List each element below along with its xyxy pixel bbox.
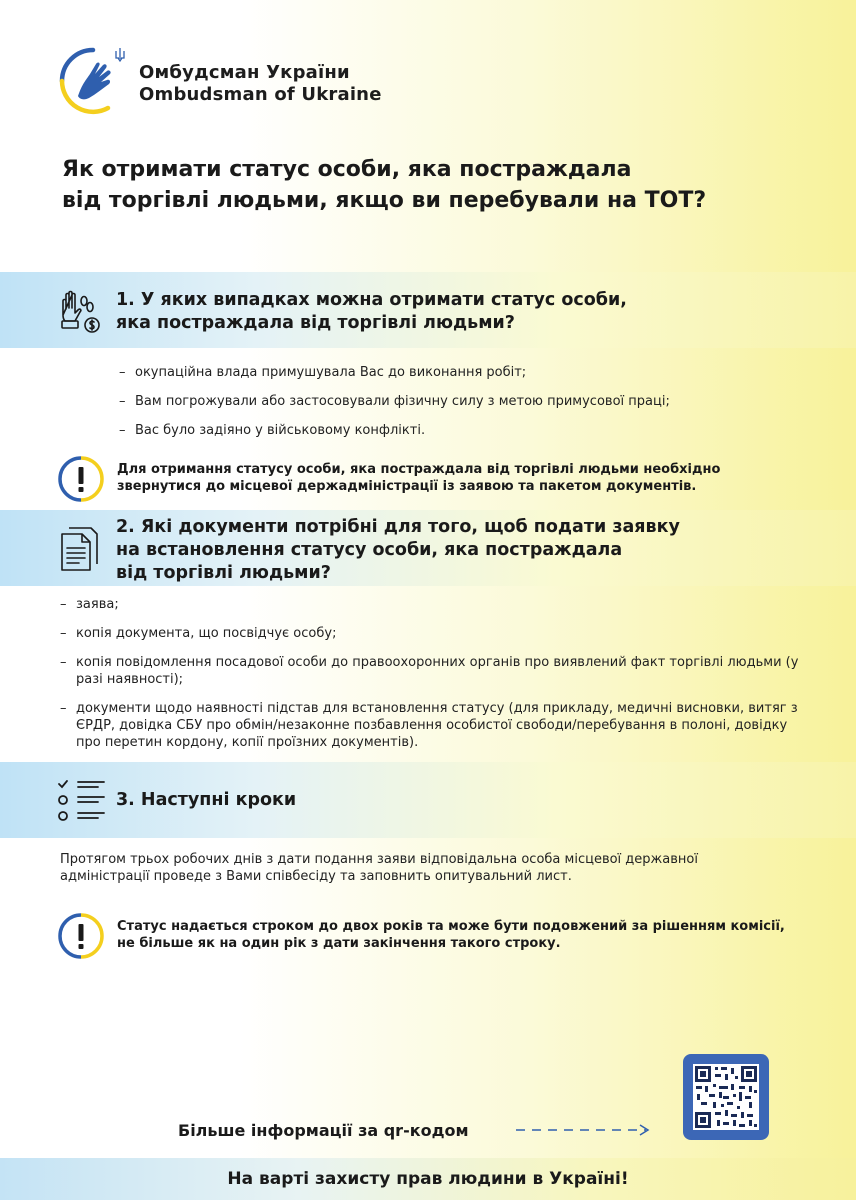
footer-slogan: На варті захисту прав людини в Україні! xyxy=(227,1169,629,1189)
org-name-uk: Омбудсман України xyxy=(139,62,350,83)
exclamation-icon xyxy=(58,456,104,502)
section-2-list xyxy=(60,596,800,763)
section-2-title-line-3: від торгівлі людьми? xyxy=(116,563,331,583)
section-1-title xyxy=(116,289,756,335)
page-title-line-2: від торгівлі людьми, якщо ви перебували на ТОТ? xyxy=(62,188,707,213)
section-3-title: 3. Наступні кроки xyxy=(116,790,297,810)
dashed-arrow-icon xyxy=(514,1123,654,1137)
more-info-label: Більше інформації за qr-кодом xyxy=(178,1121,469,1140)
list-item: – копія повідомлення посадової особи до правоохоронних органів про виявлений факт торгівлі людьми (у разі наявності); xyxy=(60,654,800,688)
list-item: – заява; xyxy=(60,596,800,613)
page-title-line-1: Як отримати статус особи, яка постраждала xyxy=(62,157,632,182)
exclamation-icon xyxy=(58,913,104,959)
list-item: – Вам погрожували або застосовували фізичну силу з метою примусової праці; xyxy=(119,393,799,410)
section-3-note: Статус надається строком до двох років та може бути подовжений за рішенням комісії, не більше як на один рік з дати закінчення такого строку. xyxy=(117,919,785,951)
checklist-icon xyxy=(56,778,108,824)
list-item: – документи щодо наявності підстав для встановлення статусу (для прикладу, медичні висновки, витяг з ЄРДР, довідка СБУ про обмін/незаконне позбавлення особистої свободи/перебування в полоні, довідку про перетин кордону, копії проїзних документів). xyxy=(60,700,800,751)
section-2-title-line-2: на встановлення статусу особи, яка постраждала xyxy=(116,540,623,560)
section-3-paragraph: Протягом трьох робочих днів з дати подання заяви відповідальна особа місцевої державної адміністрації проведе з Вами співбесіду та заповнить опитувальний лист. xyxy=(60,852,698,884)
org-name-en: Ombudsman of Ukraine xyxy=(139,84,382,105)
page-title xyxy=(62,154,802,216)
section-1-list xyxy=(119,364,799,451)
section-1-title-line-1: 1. У яких випадках можна отримати статус особи, xyxy=(116,290,627,310)
list-item: – окупаційна влада примушувала Вас до виконання робіт; xyxy=(119,364,799,381)
documents-icon xyxy=(57,524,103,572)
qr-code-icon xyxy=(693,1064,759,1130)
hand-chains-money-icon xyxy=(57,289,105,337)
section-1-title-line-2: яка постраждала від торгівлі людьми? xyxy=(116,313,515,333)
list-item: – копія документа, що посвідчує особу; xyxy=(60,625,800,642)
ombudsman-logo-icon xyxy=(56,44,130,118)
org-name xyxy=(139,62,382,106)
section-1-note: Для отримання статусу особи, яка постраждала від торгівлі людьми необхідно звернутися до місцевої держадміністрації із заявою та пакетом документів. xyxy=(117,462,721,494)
qr-code[interactable] xyxy=(683,1054,769,1140)
list-item: – Вас було задіяно у військовому конфлікті. xyxy=(119,422,799,439)
section-2-title xyxy=(116,516,756,585)
section-2-title-line-1: 2. Які документи потрібні для того, щоб подати заявку xyxy=(116,517,680,537)
